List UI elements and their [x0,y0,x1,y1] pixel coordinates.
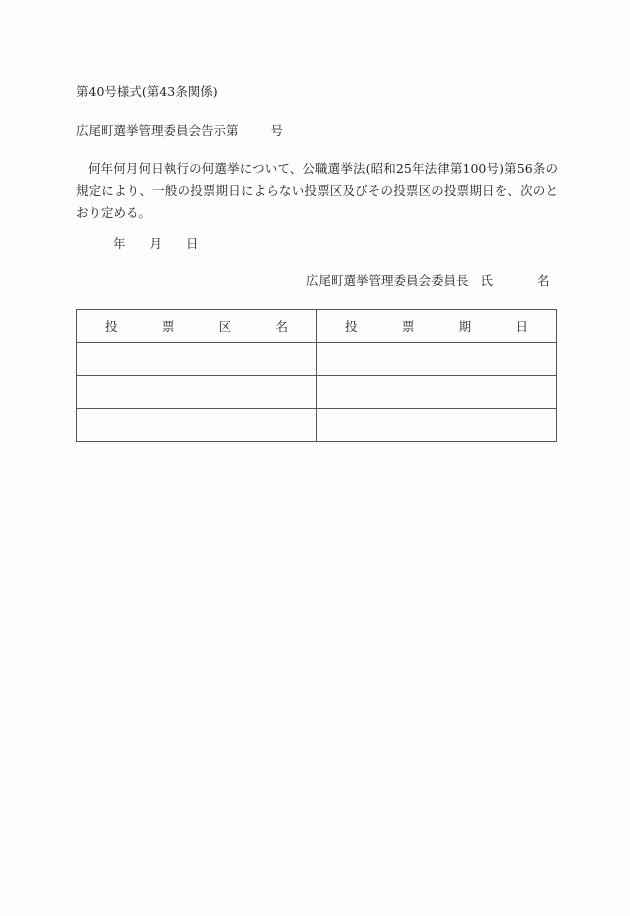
table-row [77,376,557,409]
signature-name-label-1: 氏 [480,273,494,288]
table-header-row [77,310,557,343]
form-title: 第40号様式(第43条関係) [76,84,218,99]
signature-title: 広尾町選挙管理委員会委員長 [306,273,469,288]
header-char: 票 [161,319,175,334]
header-char: 投 [105,319,118,334]
table-cell-district [77,409,317,442]
table-row [77,409,557,442]
date-year-label: 年 [113,236,126,251]
header-char: 投 [345,319,358,334]
table-cell-date [317,409,557,442]
date-month-label: 月 [149,236,163,251]
notice-body-text: 何年何月何日執行の何選挙について、公職選挙法(昭和25年法律第100号)第56条の規定により、一般の投票期日によらない投票区及びその投票区の投票期日を、次のとおり定める。 [76,161,558,220]
header-char: 日 [515,319,528,334]
table-cell-district [77,343,317,376]
header-char: 票 [401,319,415,334]
notice-number-prefix: 広尾町選挙管理委員会告示第 [76,123,239,138]
header-polling-district-name [77,310,317,343]
notice-number [76,123,283,139]
signature-line [306,273,550,289]
table-cell-date [317,343,557,376]
header-char: 期 [458,319,472,334]
table-row [77,343,557,376]
header-polling-date [317,310,557,343]
table-cell-date [317,376,557,409]
date-day-label: 日 [186,236,199,251]
notice-number-suffix: 号 [270,123,284,138]
table-cell-district [77,376,317,409]
header-char: 区 [218,319,232,334]
signature-name-label-2: 名 [537,273,550,288]
polling-district-table [76,309,557,442]
date-line [113,236,199,252]
header-char: 名 [275,319,288,334]
